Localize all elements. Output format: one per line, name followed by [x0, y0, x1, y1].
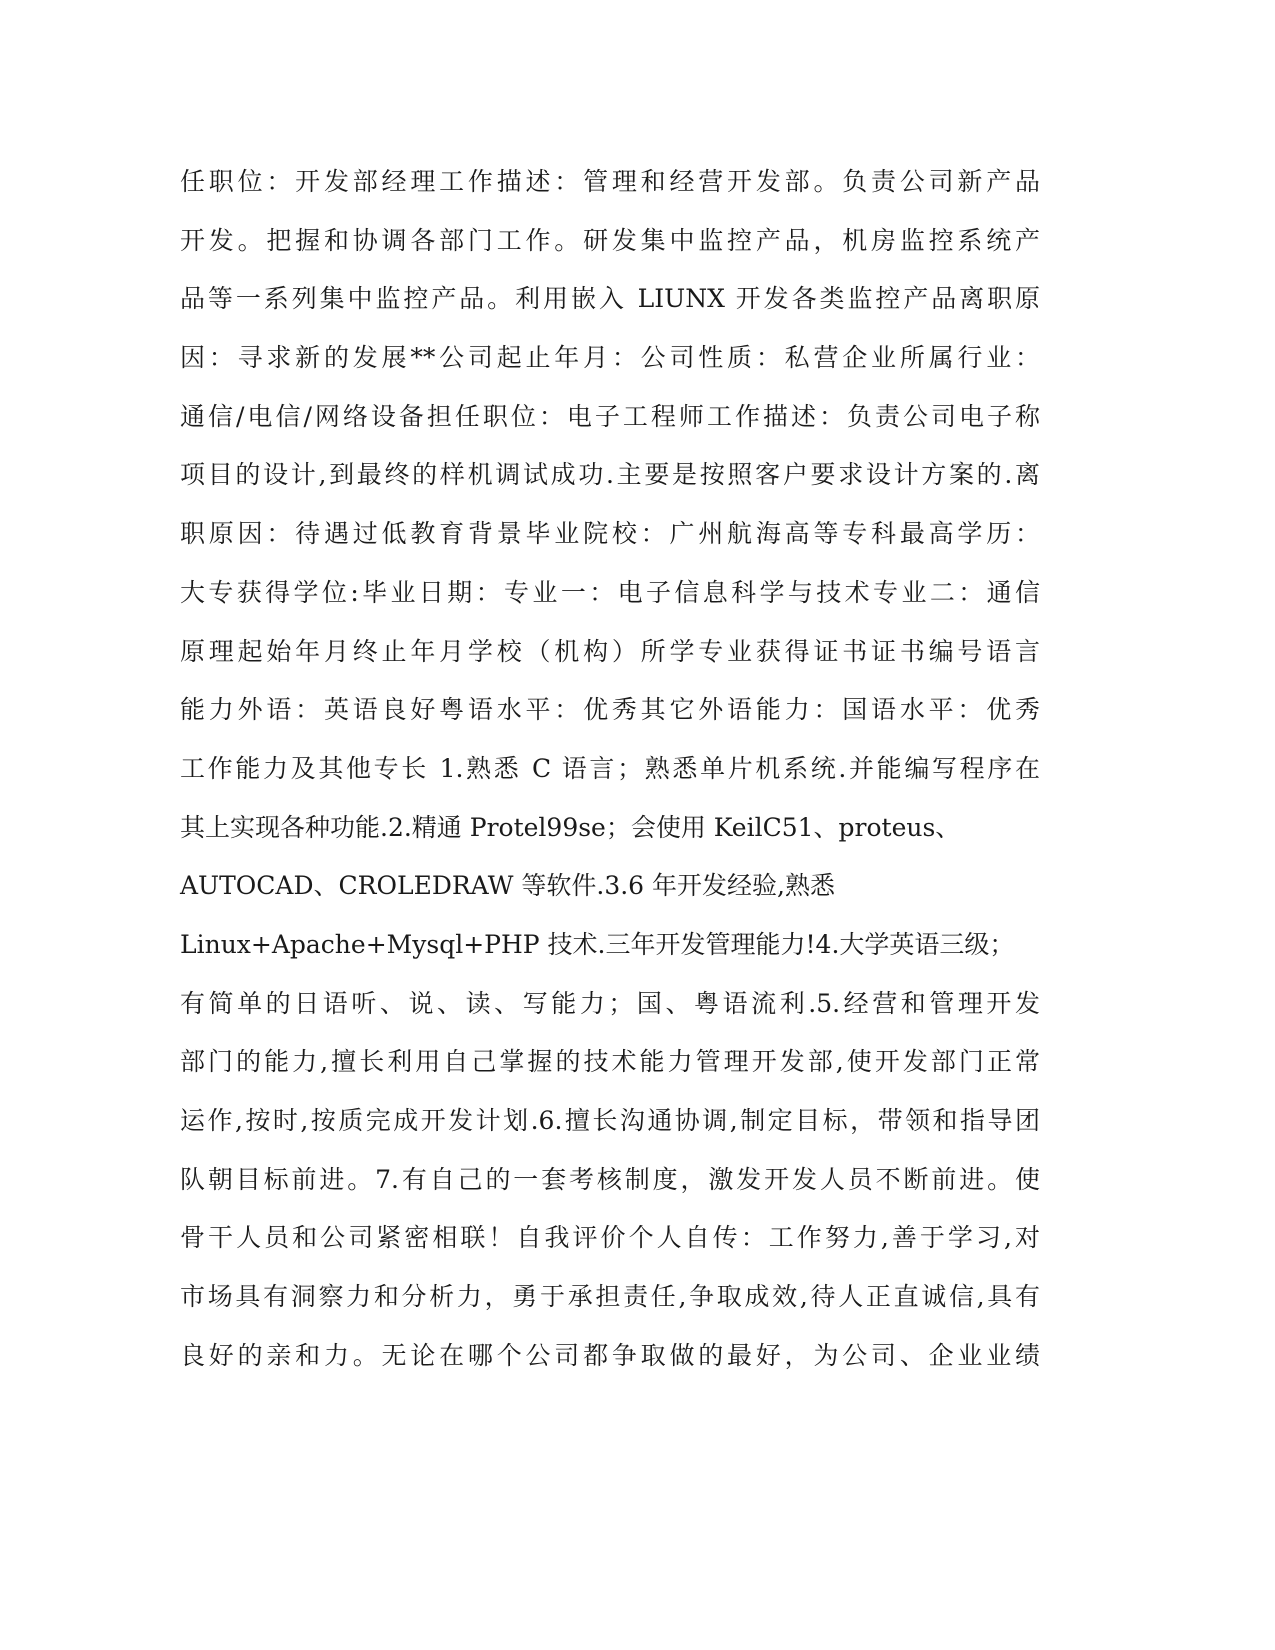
text-line: 市场具有洞察力和分析力，勇于承担责任,争取成效,待人正直诚信,具有 — [180, 1282, 1040, 1312]
text-line: 因：寻求新的发展**公司起止年月：公司性质：私营企业所属行业： — [180, 343, 1040, 373]
text-line: 任职位：开发部经理工作描述：管理和经营开发部。负责公司新产品 — [180, 167, 1040, 196]
text-line: 项目的设计,到最终的样机调试成功.主要是按照客户要求设计方案的.离 — [180, 460, 1040, 490]
text-line: 有简单的日语听、说、读、写能力；国、粤语流利.5.经营和管理开发 — [180, 988, 1040, 1018]
text-line: 队朝目标前进。7.有自己的一套考核制度，激发开发人员不断前进。使 — [180, 1164, 1040, 1194]
text-line: 能力外语：英语良好粤语水平：优秀其它外语能力：国语水平：优秀 — [180, 695, 1040, 725]
text-line: 原理起始年月终止年月学校（机构）所学专业获得证书证书编号语言 — [180, 636, 1040, 666]
text-line: Linux+Apache+Mysql+PHP 技术.三年开发管理能力!4.大学英语三级； — [180, 929, 1015, 959]
text-line: AUTOCAD、CROLEDRAW 等软件.3.6 年开发经验,熟悉 — [180, 871, 835, 901]
text-line: 大专获得学位:毕业日期：专业一：电子信息科学与技术专业二：通信 — [180, 577, 1040, 607]
text-line: 骨干人员和公司紧密相联！自我评价个人自传：工作努力,善于学习,对 — [180, 1223, 1040, 1253]
text-line: 部门的能力,擅长利用自己掌握的技术能力管理开发部,使开发部门正常 — [180, 1047, 1040, 1077]
text-line: 品等一系列集中监控产品。利用嵌入 LIUNX 开发各类监控产品离职原 — [180, 284, 1040, 314]
body-text — [180, 158, 1040, 1390]
text-line: 开发。把握和协调各部门工作。研发集中监控产品，机房监控系统产 — [180, 225, 1040, 255]
text-line: 工作能力及其他专长 1.熟悉 C 语言；熟悉单片机系统.并能编写程序在 — [180, 753, 1040, 783]
text-line: 职原因：待遇过低教育背景毕业院校：广州航海高等专科最高学历： — [180, 519, 1040, 549]
text-line: 运作,按时,按质完成开发计划.6.擅长沟通协调,制定目标，带领和指导团 — [180, 1106, 1040, 1135]
text-line: 通信/电信/网络设备担任职位：电子工程师工作描述：负责公司电子称 — [180, 401, 1040, 431]
text-line: 其上实现各种功能.2.精通 Protel99se；会使用 KeilC51、proteus、 — [180, 812, 961, 842]
text-line: 良好的亲和力。无论在哪个公司都争取做的最好，为公司、企业业绩 — [180, 1340, 1040, 1370]
